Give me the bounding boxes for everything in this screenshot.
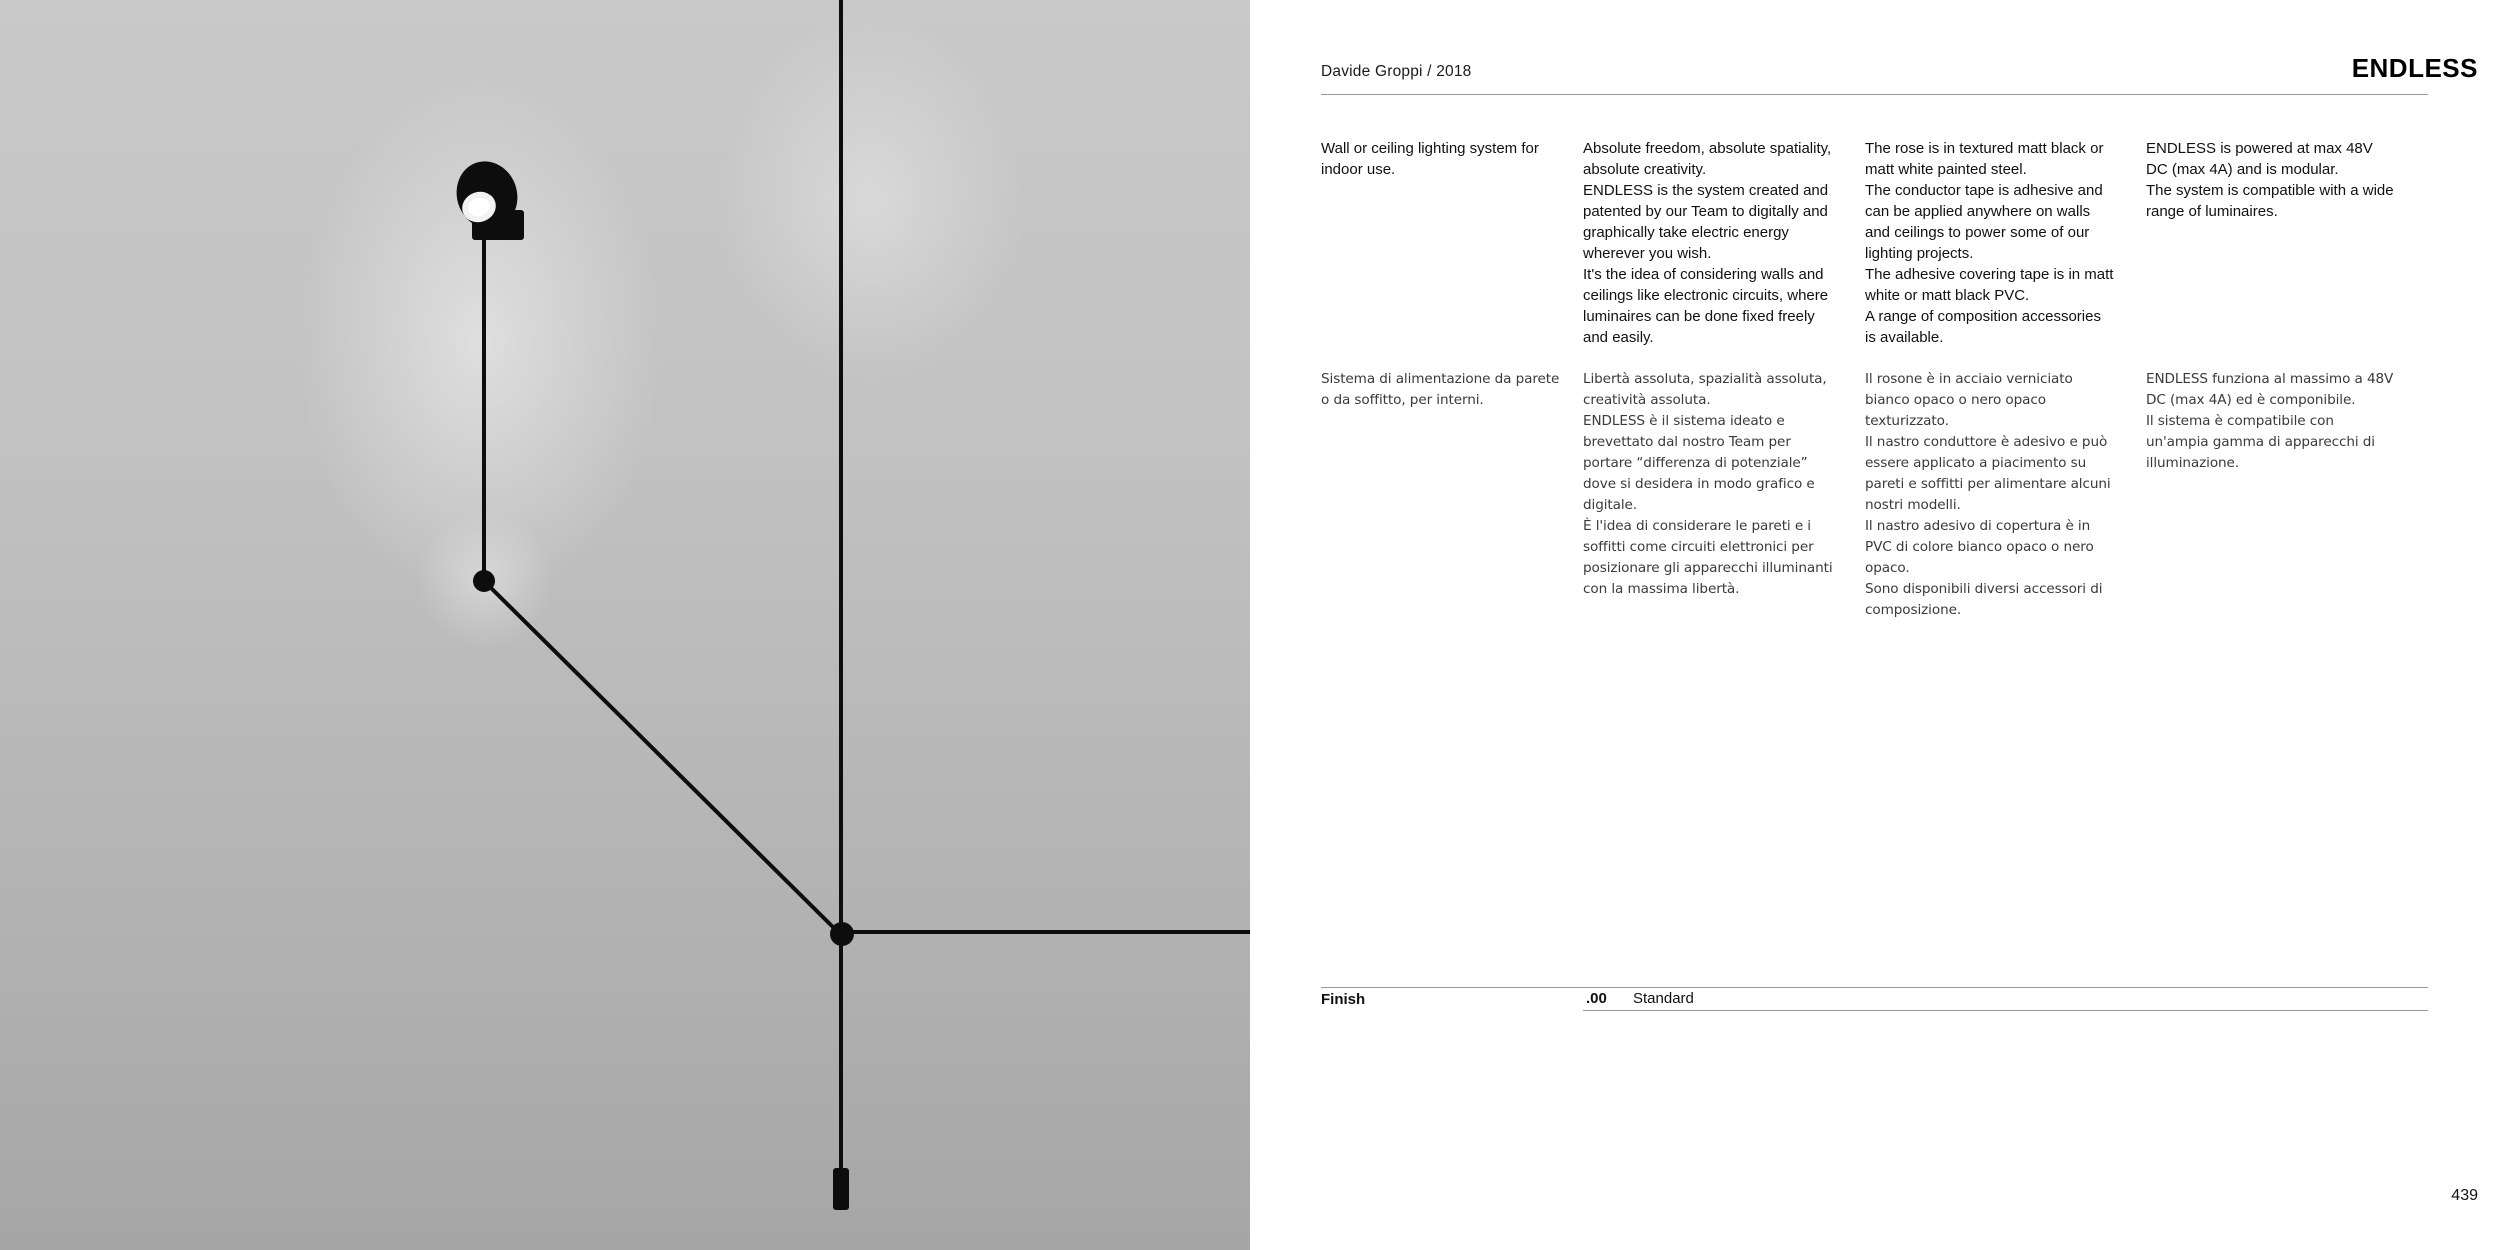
text-paragraph: The conductor tape is adhesive and can be applied anywhere on walls and ceilings to power some of our lighting projects. [1865,182,2103,262]
text-paragraph: Sistema di alimentazione da parete o da soffitto, per interni. [1321,371,1560,408]
text-paragraph: Sono disponibili diversi accessori di composizione. [1865,581,2103,618]
junction-node-upper [473,570,495,592]
catalog-page [1250,0,2500,1250]
italian-column-concept [1583,369,1833,600]
text-paragraph: It's the idea of considering walls and ceilings like electronic circuits, where luminaires can be done fixed freely and easily. [1583,266,1829,346]
text-paragraph: Il rosone è in acciaio verniciato bianco opaco o nero opaco texturizzato. [1865,371,2073,429]
text-paragraph: ENDLESS è il sistema ideato e brevettato dal nostro Team per portare “differenza di potenziale” dove si desidera in modo grafico e digitale. [1583,413,1815,513]
finish-label: Finish [1321,991,1366,1008]
text-paragraph: A range of composition accessories is available. [1865,308,2101,346]
text-paragraph: The rose is in textured matt black or matt white painted steel. [1865,140,2104,178]
finish-code: .00 [1586,990,1607,1007]
italian-column-usage [1321,369,1571,411]
english-column-concept [1583,138,1833,348]
finish-name: Standard [1633,990,1694,1007]
english-column-power [2146,138,2396,222]
header-divider [1321,94,2428,95]
product-title: ENDLESS [2351,53,2478,83]
finish-divider-bottom [1583,1010,2428,1011]
text-paragraph: ENDLESS funziona al massimo a 48V DC (max 4A) ed è componibile. [2146,371,2394,408]
text-paragraph: ENDLESS is powered at max 48V DC (max 4A) and is modular. [2146,140,2373,178]
text-paragraph: È l'idea di considerare le pareti e i soffitti come circuiti elettronici per posizionare gli apparecchi illuminanti con la massima libertà. [1583,518,1833,597]
italian-column-power [2146,369,2396,474]
text-paragraph: The system is compatible with a wide range of luminaires. [2146,182,2394,220]
spot-lamp [448,153,526,240]
text-paragraph: The adhesive covering tape is in matt white or matt black PVC. [1865,266,2114,304]
english-column-materials [1865,138,2115,348]
text-paragraph: Libertà assoluta, spazialità assoluta, creatività assoluta. [1583,371,1827,408]
junction-node-lower [830,922,854,946]
english-column-usage [1321,138,1571,180]
diagonal-conductor-tape [484,581,841,935]
text-paragraph: Absolute freedom, absolute spatiality, absolute creativity. [1583,140,1832,178]
text-paragraph: Il nastro adesivo di copertura è in PVC di colore bianco opaco o nero opaco. [1865,518,2094,576]
text-paragraph: ENDLESS is the system created and patented by our Team to digitally and graphically take electric energy wherever you wish. [1583,182,1829,262]
designer-credit: Davide Groppi / 2018 [1321,63,1472,80]
text-paragraph: Wall or ceiling lighting system for indoor use. [1321,140,1539,178]
finish-divider-top [1321,987,2428,988]
text-paragraph: Il nastro conduttore è adesivo e può essere applicato a piacimento su pareti e soffitti per alimentare alcuni nostri modelli. [1865,434,2111,513]
italian-column-materials [1865,369,2115,621]
text-paragraph: Il sistema è compatibile con un'ampia gamma di apparecchi di illuminazione. [2146,413,2375,471]
page-number: 439 [2451,1187,2478,1204]
wall-rose [833,1168,849,1210]
